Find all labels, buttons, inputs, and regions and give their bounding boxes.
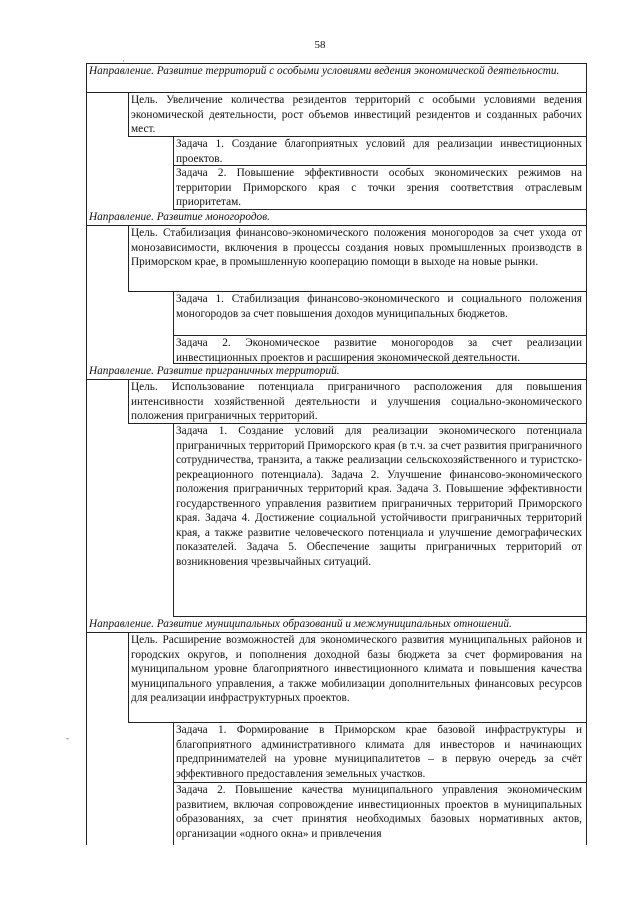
task-row [173, 166, 586, 210]
goal-text: Цель. Расширение возможностей для экономического развития муниципальных районов и городских округов, и пополнения доходной базы бюджета за счет формирования на муниципальном уровне благоприятного инвестиционного климата и повышения качества муниципального управления, а также мобилизации дополнительных финансовых ресурсов для реализации инфраструктурных проектов. [131, 634, 582, 704]
task-text: Задача 2. Экономическое развитие моногородов за счет реализации инвестиционных проектов и расширения экономической деятельности. [176, 337, 582, 364]
goal-row [128, 633, 586, 723]
task-text: Задача 1. Создание условий для реализации экономического потенциала приграничных территорий Приморского края (в т.ч. за счет развития приграничного сотрудничества, транзита, а также реализации сельскохозяйственного и туристско-рекреационного потенциала). Задача 2. Улучшение финансово-экономического положения приграничных территорий края. Задача 3. Повышение эффективности государственного управления развитием приграничных территорий Приморского края. Задача 4. Достижение социальной устойчивости приграничных территорий края, а также развитие человеческого потенциала и улучшение демографических показателей. Задача 5. Обеспечение защиты приграничных территорий от возникновения чрезвычайных ситуаций. [176, 425, 582, 568]
goal-row [128, 226, 586, 292]
goal-row [128, 380, 586, 424]
page-number: 58 [314, 39, 326, 51]
direction-row [87, 64, 586, 93]
task-text: Задача 2. Повышение качества муниципального управления экономическим развитием, включая сопровождение инвестиционных проектов в муниципальных образованиях, за счет принятия необходимых базовых нормативных актов, организации «одного окна» и привлечения [176, 784, 582, 840]
task-row [173, 292, 586, 336]
direction-title: Развитие территорий с особыми условиями ведения экономической деятельности. [156, 65, 560, 77]
task-row [173, 723, 586, 783]
strategy-table [86, 63, 587, 845]
direction-label: Направление. [89, 618, 154, 630]
direction-title: Развитие приграничных территорий. [156, 365, 340, 377]
task-text: Задача 1. Создание благоприятных условий для реализации инвестиционных проектов. [176, 138, 582, 165]
direction-row [87, 617, 586, 633]
goal-text: Цель. Увеличение количества резидентов территорий с особыми условиями ведения экономической деятельности, рост объемов инвестиций резидентов и созданных рабочих мест. [131, 94, 582, 135]
direction-label: Направление. [89, 65, 154, 77]
task-row [173, 336, 586, 364]
goal-row [128, 93, 586, 137]
goal-text: Цель. Использование потенциала приграничного расположения для повышения интенсивности хозяйственной деятельности и улучшения социально-экономического положения приграничных территорий. [131, 381, 582, 422]
task-text: Задача 1. Стабилизация финансово-экономического и социального положения моногородов за счет повышения доходов муниципальных бюджетов. [176, 293, 582, 320]
task-text: Задача 1. Формирование в Приморском крае базовой инфраструктуры и благоприятного административного климата для инвесторов и начинающих предпринимателей на уровне муниципалитетов – в первую очередь за счёт эффективного предоставления земельных участков. [176, 724, 582, 780]
scan-mark: - [66, 733, 69, 743]
task-row [173, 424, 586, 617]
task-text: Задача 2. Повышение эффективности особых экономических режимов на территории Приморского края с точки зрения соответствия отраслевым приоритетам. [176, 167, 582, 208]
goal-text: Цель. Стабилизация финансово-экономического положения моногородов за счет ухода от монозависимости, включения в процессы создания новых промышленных производств в Приморском крае, в промышленную кооперацию помощи в выходе на новые рынки. [131, 227, 582, 268]
direction-label: Направление. [89, 365, 154, 377]
direction-row [87, 210, 586, 226]
task-row [173, 783, 586, 845]
direction-title: Развитие моногородов. [156, 211, 270, 223]
direction-label: Направление. [89, 211, 154, 223]
task-row [173, 137, 586, 166]
direction-title: Развитие муниципальных образований и межмуниципальных отношений. [156, 618, 512, 630]
direction-row [87, 364, 586, 380]
scan-mark: · [122, 56, 125, 66]
